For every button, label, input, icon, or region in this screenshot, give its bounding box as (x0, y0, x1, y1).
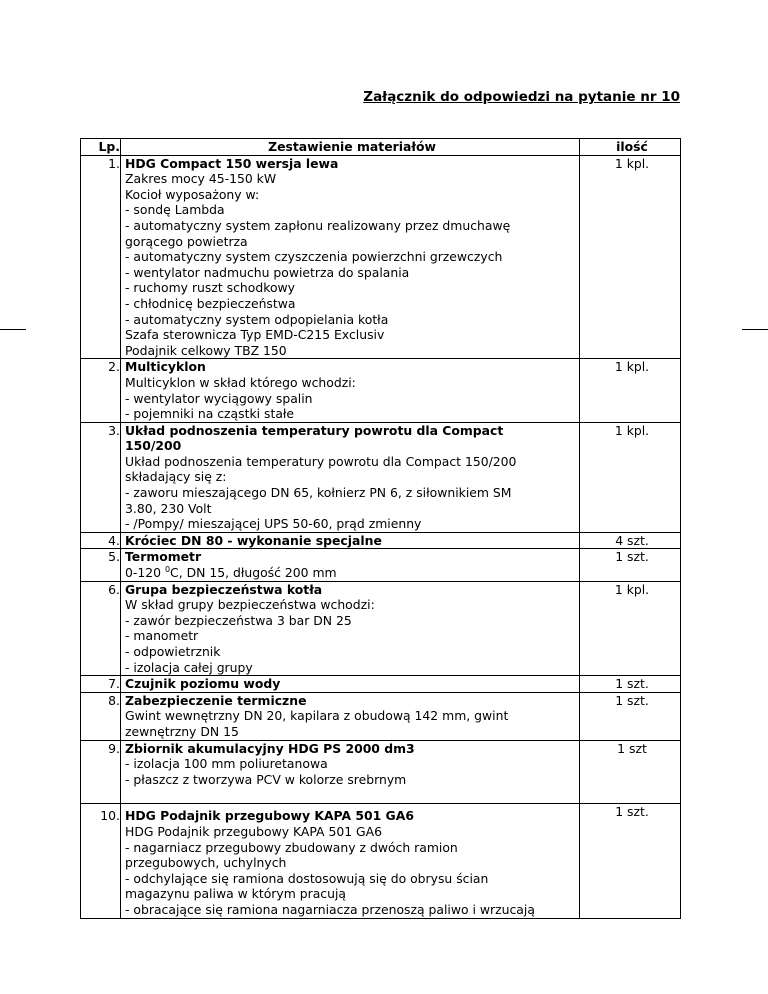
item-line: - /Pompy/ mieszającej UPS 50-60, prąd zmienny (125, 516, 422, 532)
row-quantity: 1 kpl. (580, 155, 681, 359)
table-row (81, 549, 681, 581)
header-quantity: ilość (580, 139, 681, 156)
document-title: Załącznik do odpowiedzi na pytanie nr 10 (363, 89, 680, 105)
table-row (81, 581, 681, 676)
table-row (81, 422, 681, 532)
row-description (121, 676, 580, 693)
item-line: - izolacja całej grupy (125, 659, 253, 675)
item-line: - płaszcz z tworzywa PCV w kolorze srebrnym (125, 771, 407, 787)
row-quantity: 1 szt. (580, 804, 681, 918)
item-line: - zaworu mieszającego DN 65, kołnierz PN 6, z siłownikiem SM (125, 485, 512, 501)
item-title: Grupa bezpieczeństwa kotła (125, 581, 323, 597)
item-title-continued: 150/200 (125, 438, 182, 454)
row-description (121, 692, 580, 740)
table-row (81, 804, 681, 918)
item-line: - wentylator nadmuchu powietrza do spalania (125, 264, 410, 280)
item-line: Gwint wewnętrzny DN 20, kapilara z obudową 142 mm, gwint (125, 708, 509, 724)
item-line: - automatyczny system odpopielania kotła (125, 311, 389, 327)
margin-mark-left (0, 329, 26, 330)
table-row (81, 692, 681, 740)
item-line: - odchylające się ramiona dostosowują się do obrysu ścian (125, 870, 489, 886)
item-line: Multicyklon w skład którego wchodzi: (125, 374, 356, 390)
item-line: W skład grupy bezpieczeństwa wchodzi: (125, 597, 375, 613)
table-row (81, 676, 681, 693)
row-quantity: 1 szt. (580, 676, 681, 693)
item-line: Podajnik celkowy TBZ 150 (125, 342, 287, 358)
item-title: Układ podnoszenia temperatury powrotu dla Compact (125, 422, 504, 438)
row-description (121, 359, 580, 422)
header-description: Zestawienie materiałów (121, 139, 580, 156)
item-title: Multicyklon (125, 359, 206, 375)
item-line: - pojemniki na cząstki stałe (125, 406, 295, 422)
item-line: - wentylator wyciągowy spalin (125, 390, 313, 406)
temperature-spec: C, DN 15, długość 200 mm (170, 565, 337, 581)
item-title: Termometr (125, 549, 202, 565)
item-line: - sondę Lambda (125, 202, 225, 218)
row-description (121, 581, 580, 676)
item-line: przegubowych, uchylnych (125, 855, 287, 871)
item-line: - zawór bezpieczeństwa 3 bar DN 25 (125, 612, 352, 628)
row-quantity: 1 kpl. (580, 422, 681, 532)
table-row (81, 155, 681, 359)
row-lp: 10. (81, 804, 121, 918)
item-line: magazynu paliwa w którym pracują (125, 886, 346, 902)
row-lp: 8. (81, 692, 121, 740)
item-line: - nagarniacz przegubowy zbudowany z dwóch ramion (125, 839, 458, 855)
item-line: Kocioł wyposażony w: (125, 186, 260, 202)
item-line: - chłodnicę bezpieczeństwa (125, 295, 296, 311)
item-line: Szafa sterownicza Typ EMD-C215 Exclusiv (125, 327, 385, 343)
row-description (121, 422, 580, 532)
row-lp: 4. (81, 532, 121, 549)
item-line: Zakres mocy 45-150 kW (125, 171, 277, 187)
table-header-row (81, 139, 681, 156)
item-line (125, 565, 579, 581)
row-lp: 3. (81, 422, 121, 532)
row-quantity: 1 kpl. (580, 359, 681, 422)
row-quantity: 1 szt. (580, 549, 681, 581)
item-title: Zabezpieczenie termiczne (125, 692, 307, 708)
row-quantity: 1 szt. (580, 692, 681, 740)
item-title: Czujnik poziomu wody (125, 676, 281, 692)
row-description (121, 740, 580, 804)
row-lp: 1. (81, 155, 121, 359)
row-lp: 5. (81, 549, 121, 581)
row-description (121, 804, 580, 918)
materials-table (80, 138, 681, 919)
row-description (121, 532, 580, 549)
item-line: - manometr (125, 628, 199, 644)
row-lp: 2. (81, 359, 121, 422)
item-line: zewnętrzny DN 15 (125, 723, 239, 739)
item-line: - ruchomy ruszt schodkowy (125, 280, 295, 296)
item-title: Króciec DN 80 - wykonanie specjalne (125, 532, 382, 548)
item-line: gorącego powietrza (125, 233, 248, 249)
item-line: składający się z: (125, 469, 227, 485)
row-description (121, 549, 580, 581)
row-lp: 9. (81, 740, 121, 804)
item-line: - izolacja 100 mm poliuretanowa (125, 756, 328, 772)
row-quantity: 1 kpl. (580, 581, 681, 676)
table-row (81, 359, 681, 422)
item-line: Układ podnoszenia temperatury powrotu dla Compact 150/200 (125, 453, 517, 469)
margin-mark-right (742, 329, 768, 330)
degree-superscript: 0 (164, 564, 171, 574)
item-line: HDG Podajnik przegubowy KAPA 501 GA6 (125, 823, 383, 839)
row-lp: 7. (81, 676, 121, 693)
header-lp: Lp. (81, 139, 121, 156)
row-quantity: 1 szt (580, 740, 681, 804)
row-quantity: 4 szt. (580, 532, 681, 549)
item-title: Zbiornik akumulacyjny HDG PS 2000 dm3 (125, 740, 415, 756)
item-title: HDG Compact 150 wersja lewa (125, 155, 339, 171)
item-line: 3.80, 230 Volt (125, 500, 212, 516)
row-lp: 6. (81, 581, 121, 676)
item-title: HDG Podajnik przegubowy KAPA 501 GA6 (125, 808, 414, 824)
temperature-range: 0-120 (125, 565, 165, 581)
item-line: - automatyczny system zapłonu realizowany przez dmuchawę (125, 217, 511, 233)
table-row (81, 532, 681, 549)
item-line: - odpowietrznik (125, 644, 221, 659)
item-line: - automatyczny system czyszczenia powierzchni grzewczych (125, 249, 503, 265)
table-row (81, 740, 681, 804)
item-line: - obracające się ramiona nagarniacza przenoszą paliwo i wrzucają (125, 901, 535, 917)
row-description (121, 155, 580, 359)
